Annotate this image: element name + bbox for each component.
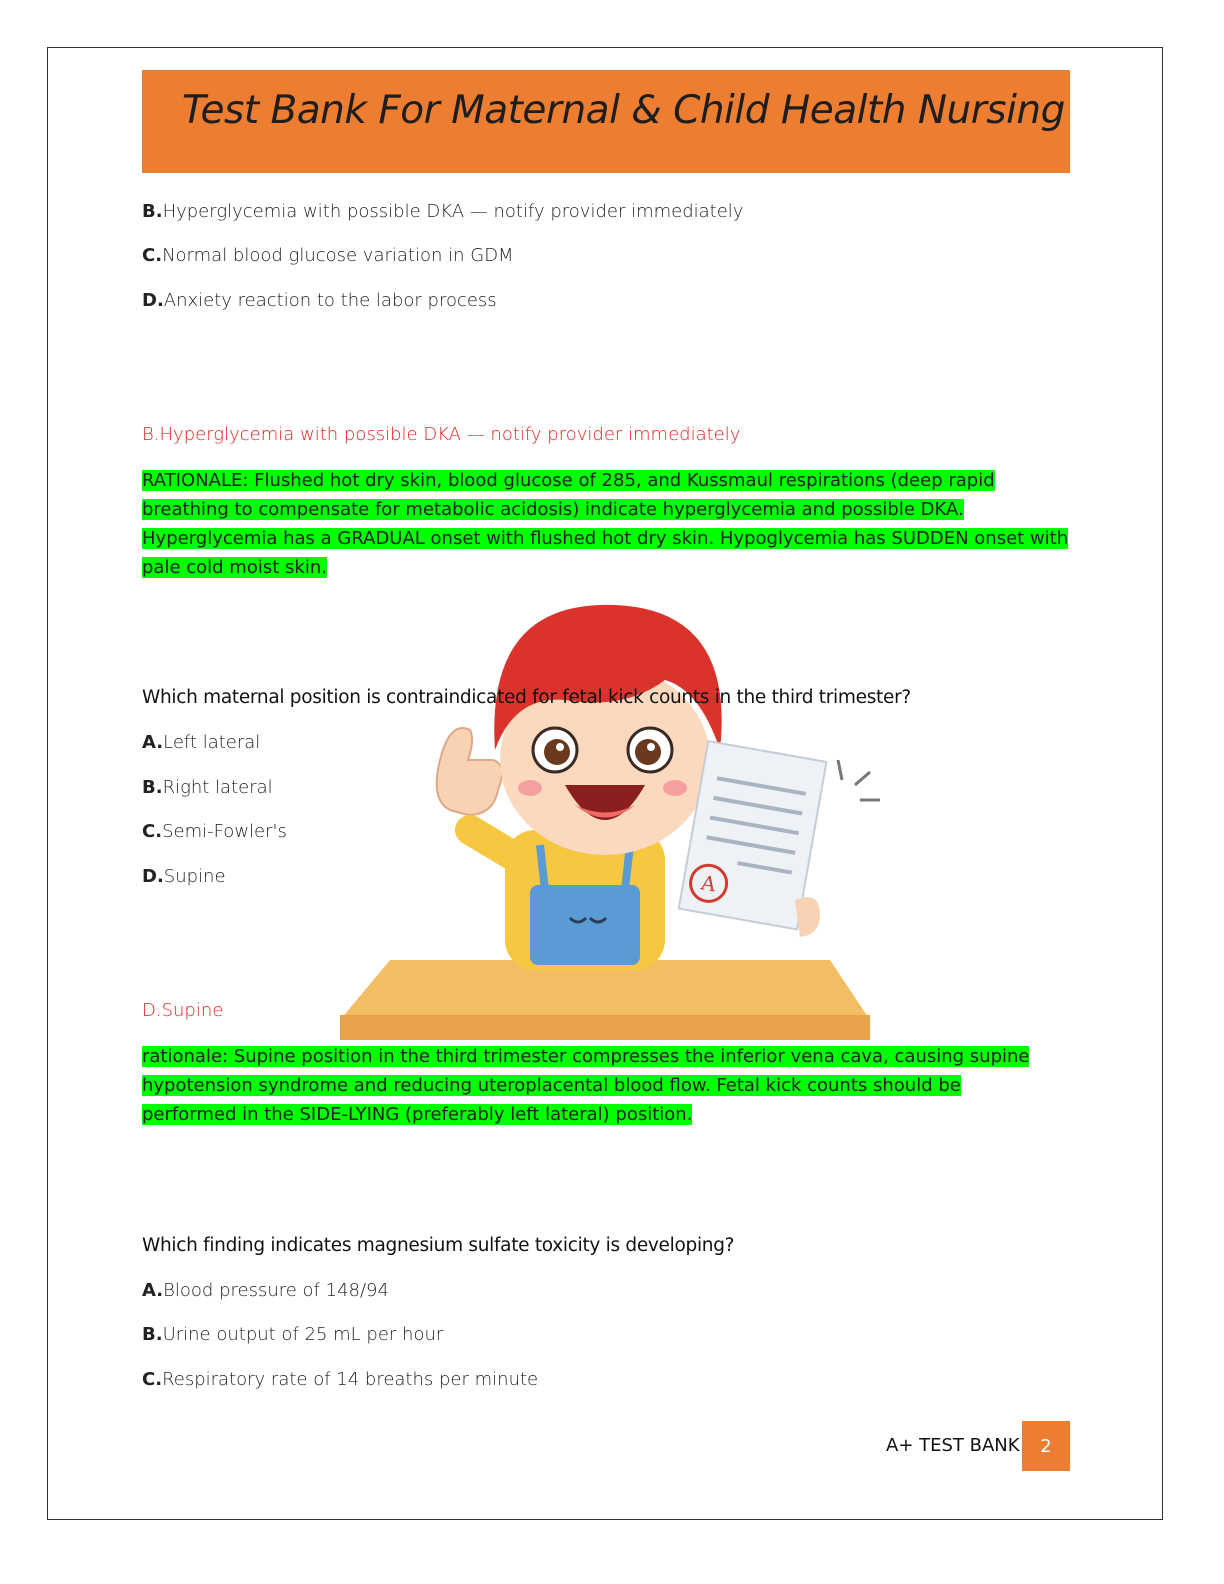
- rationale-line: RATIONALE: Flushed hot dry skin, blood glucose of 285, and Kussmaul respirations (deep rapid: [142, 470, 995, 491]
- option-d: D.Supine: [142, 866, 226, 887]
- rationale-block: [142, 1042, 1082, 1129]
- option-b: B.Hyperglycemia with possible DKA — notify provider immediately: [142, 201, 744, 222]
- header-banner: [142, 70, 1070, 173]
- option-a: A.Left lateral: [142, 732, 261, 753]
- rationale-block: [142, 466, 1082, 582]
- answer-key: D.Supine: [142, 1000, 224, 1021]
- rationale-line: performed in the SIDE-LYING (preferably left lateral) position.: [142, 1104, 693, 1125]
- answer-key: B.Hyperglycemia with possible DKA — notify provider immediately: [142, 424, 741, 445]
- overalls: [530, 885, 640, 965]
- option-c: C.Respiratory rate of 14 breaths per minute: [142, 1369, 539, 1390]
- grade-mark: A: [699, 870, 718, 897]
- student-illustration: [330, 600, 890, 1040]
- rationale-line: breathing to compensate for metabolic acidosis) indicate hyperglycemia and possible DKA.: [142, 499, 964, 520]
- question-text: Which maternal position is contraindicated for fetal kick counts in the third trimester?: [142, 687, 911, 708]
- option-b: B.Urine output of 25 mL per hour: [142, 1324, 444, 1345]
- option-c: C.Normal blood glucose variation in GDM: [142, 245, 514, 266]
- rationale-line: hypotension syndrome and reducing uteroplacental blood flow. Fetal kick counts should be: [142, 1075, 961, 1096]
- desk-front: [340, 1015, 870, 1040]
- option-b: B.Right lateral: [142, 777, 273, 798]
- header-title: Test Bank For Maternal & Child Health Nursing: [182, 88, 1065, 133]
- rationale-line: rationale: Supine position in the third trimester compresses the inferior vena cava, causing supine: [142, 1046, 1030, 1067]
- question-text: Which finding indicates magnesium sulfate toxicity is developing?: [142, 1235, 735, 1256]
- footer-label: A+ TEST BANK: [886, 1435, 1020, 1456]
- rationale-line: Hyperglycemia has a GRADUAL onset with flushed hot dry skin. Hypoglycemia has SUDDEN onset with: [142, 528, 1069, 549]
- page-number: 2: [1022, 1421, 1070, 1471]
- paper-hand: [795, 897, 820, 937]
- option-c: C.Semi-Fowler's: [142, 821, 287, 842]
- option-d: D.Anxiety reaction to the labor process: [142, 290, 497, 311]
- rationale-line: pale cold moist skin.: [142, 557, 327, 578]
- option-a: A.Blood pressure of 148/94: [142, 1280, 389, 1301]
- thumbs-up-hand: [437, 728, 502, 815]
